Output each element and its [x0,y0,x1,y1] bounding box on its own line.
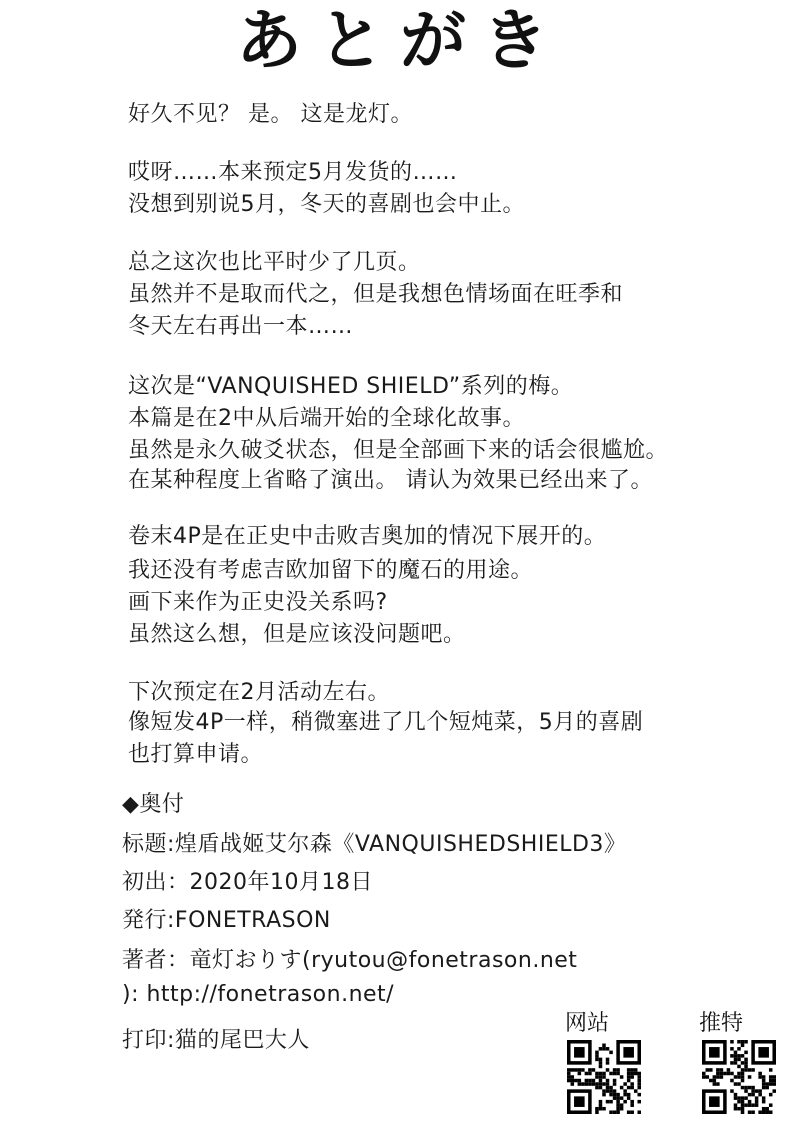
body-line: 总之这次也比平时少了几页。 [128,250,421,275]
body-line: 我还没有考虑吉欧加留下的魔石的用途。 [128,558,534,583]
colophon-author: 著者：竜灯おりす(ryutou@fonetrason.net [122,948,578,973]
body-line: 哎呀……本来预定5月发货的…… [128,160,458,185]
colophon-heading: ◆奥付 [122,792,185,817]
body-line: 没想到别说5月，冬天的喜剧也会中止。 [128,192,525,217]
qr-code-icon[interactable] [567,1040,641,1114]
body-line: 这次是“VANQUISHED SHIELD”系列的梅。 [128,374,574,399]
body-line: 虽然并不是取而代之，但是我想色情场面在旺季和 [128,282,624,307]
qr-code-icon[interactable] [702,1040,776,1114]
page-title: あとがき [236,2,564,79]
body-line: 虽然这么想，但是应该没问题吧。 [128,622,466,647]
colophon-title: 标题:煌盾战姬艾尔森《VANQUISHEDSHIELD3》 [122,832,627,857]
body-line: 卷末4P是在正史中击败吉奥加的情况下展开的。 [128,524,607,549]
body-line: 像短发4P一样，稍微塞进了几个短炖菜，5月的喜剧 [128,710,644,735]
body-line: 本篇是在2中从后端开始的全球化故事。 [128,406,525,431]
body-line: 下次预定在2月活动左右。 [128,680,390,705]
body-line: 在某种程度上省略了演出。 请认为效果已经出来了。 [128,468,653,493]
colophon-publisher: 発行:FONETRASON [122,908,331,933]
colophon-author-url: ): http://fonetrason.net/ [122,982,395,1007]
body-line: 好久不见？ 是。 这是龙灯。 [128,102,413,127]
colophon-first-edition: 初出：2020年10月18日 [122,870,373,895]
body-line: 画下来作为正史没关系吗? [128,590,388,615]
qr-label-website: 网站 [565,1011,610,1036]
colophon-printer: 打印:猫的尾巴大人 [122,1028,310,1053]
body-line: 虽然是永久破爻状态，但是全部画下来的话会很尴尬。 [128,438,669,463]
body-line: 也打算申请。 [128,742,264,767]
qr-label-twitter: 推特 [699,1011,744,1036]
body-line: 冬天左右再出一本…… [128,314,354,339]
